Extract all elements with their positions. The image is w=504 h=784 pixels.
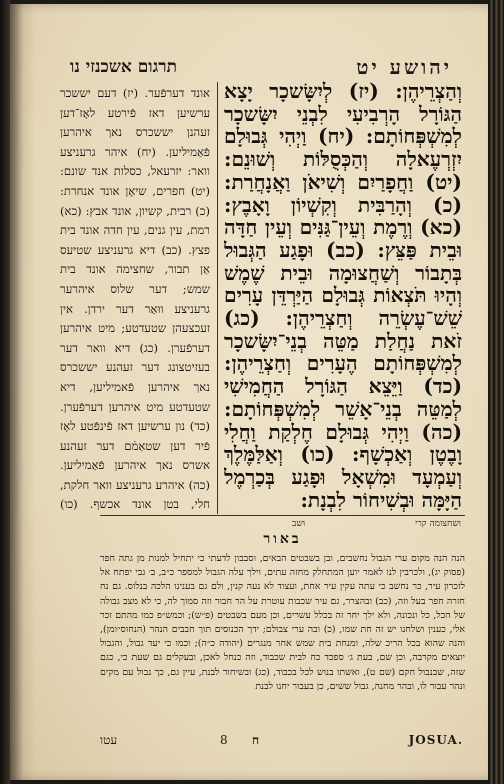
footer-book-name: JOSUA. bbox=[408, 733, 463, 747]
footer-signature: עטו bbox=[100, 733, 118, 747]
page-header bbox=[50, 53, 470, 83]
footnote-rule bbox=[100, 515, 465, 532]
right-page-edges bbox=[488, 0, 504, 784]
column-divider bbox=[217, 82, 218, 514]
left-book-edge bbox=[0, 0, 10, 784]
book-running-head: יהושע יט bbox=[356, 55, 452, 79]
footnote-second: ושב bbox=[291, 519, 305, 529]
translation-column: אונד דערפֿער. (יז) דעם יששכר ערשיען דאז פֿירטע לאָז־דען זעהנן יששכרס נאך איהרען פֿאַמיליען. (יח) איהר גרעניצע וואר: יזרעאל, כסלות אנד שונם: (יט) חפרים, שיאָן אונד אנחרת: (כ) רבית, קשיון, אונד אבץ: (כא) רמת, עין גנים, עין חדה אונד בית פצץ. (כב) דיא גרעניצע שטיעס אַן תבור, שחצימה אונד בית שמש; דער שלוס איהרער גרעניצע ווּאַר דער ירדן. אין זעכצעהן שטעדטע; מיט איהרען דערפֿערן. (כג) דיא וואר דער בעזיטצונג דער זעהנע יששכרס נאך איהרען פֿאמיליען, דיא שטעדטע מיט איהרען דערפֿערן. (כד) נון ערשיען דאז פֿינפֿטע לאָז פֿיר דען שטאַמֿם דער זעהנע אשרס נאך איהרען פֿאַמיליען. (כה) איהרע גרעניצע וואר חלקת, חלי, בטן אונד אכשף. (כו) bbox=[60, 86, 210, 512]
scripture-column: וְהַצְרֵיהֶן: (יז) לְיִשָּׂשכָר יָצָא הַגּוֹרָל הָרְבִיעִי לִבְנֵי יִשָּׂשכָר לְמִשְׁפְּחוֹתָם: (יח) וַיְהִי גְּבוּלָם יִזְרְעֶאלָה וְהַכְּסֻלּוֹת וְשׁוּנֵם: (יט) וַחֲפָרַיִם וְשִׁיאֹן וַאֲנָחֲרַת: (כ) וְהָרַבִּית וְקִשְׁיוֹן וָאָבֶץ: (כא) וְרֶמֶת וְעֵין־גַּנִּים וְעֵין חַדָּה וּבֵית פַּצֵּץ: (כב) וּפָגַע הַגְּבוּל בְּתָבוֹר וְשַׁחֲצוּמָה וּבֵית שֶׁמֶשׁ וְהָיוּ תֹּצְאוֹת גְּבוּלָם הַיַּרְדֵּן עָרִים שֵׁשׁ־עֶשְׂרֵה וְחַצְרֵיהֶן: (כג) זֹאת נַחֲלַת מַטֵּה בְנֵי־יִשָּׂשכָר לְמִשְׁפְּחוֹתָם הֶעָרִים וְחַצְרֵיהֶן: (כד) וַיֵּצֵא הַגּוֹרָל הַחֲמִישִׁי לְמַטֵּה בְנֵי־אָשֵׁר לְמִשְׁפְּחוֹתָם: (כה) וַיְהִי גְּבוּלָם חֶלְקַת וַחֲלִי וָבֶטֶן וְאַכְשָׁף: (כו) וְאַלַּמֶּלֶךְ וְעַמְעָד וּמִשְׁאָל וּפָגַע בְּכַרְמֶל הַיָּמָּה וּבְשִׁיחוֹר לִבְנָת: bbox=[224, 80, 462, 512]
translation-running-head: תרגום אשכנזי נו bbox=[70, 57, 177, 77]
commentary-title: באור bbox=[263, 531, 302, 547]
hebrew-page-letter: ח bbox=[252, 733, 260, 747]
page-footer bbox=[100, 733, 465, 751]
footnote-keri: ושחצומה קרי bbox=[415, 519, 461, 529]
page-number: 8 bbox=[220, 733, 228, 747]
commentary-text: הנה הנה מקום ערי הגבול נחשבים, ובן בשבטים הבאים, וסבבון לדעתי כי יתחיל למנות מן גתה חפר (פסוק יג), ולכרבין לנו לאמר יוען המתחלק מחזה עתים, וילך עלה הגבול למספר כ״ב, ב׳ גבי יפתח אל לזכרון עיר, כר נחשב כי עתה עקין עיר אחת, ועצוד לא נעה קנין, ולם גם בענינו הלכה בנלוס. גם נח חזרה חפר בעל וזה, (כב) ובהצרר, גם עיר שכבות עוטרת על הר חבור וזה סמוך לה, כי לא מצב גבולה של הכל, כל ונכונה, ולא ילך יחר זה בכלל עשרים, וכן מעם בשבטים (פ״ש); וכמש״פ כמו מהתם זכר אלי, כענין ושלחנו יש זה חת שמו, (כ) ובה ערי צבולם; ידך הכנוסים תוך חבבים הנהר (הנחוס״ומן), והנה שהוא בכל הריכ שלה, ומנחת בית שמש אחר מנגרים (יהודה כ״ה); וכמו כי יעד גבול, והגבול יוצאים מקרבה, וכן שם, בעת ג׳ ספכד כח לבית שכבוד, וזה כנחל לאכן, ובעקלים גם שעת כי, כגם שזה, שבנבול חקם (שם ט), ואשתו בנוש לכל בכבוד, (כג) ובשיחור לבנת, עיין גם, כך נבול עם מקים ונהר עבור לו, ובהר מחנה, גבול ששים, כן בעבור יחנו לבנת bbox=[100, 553, 465, 692]
